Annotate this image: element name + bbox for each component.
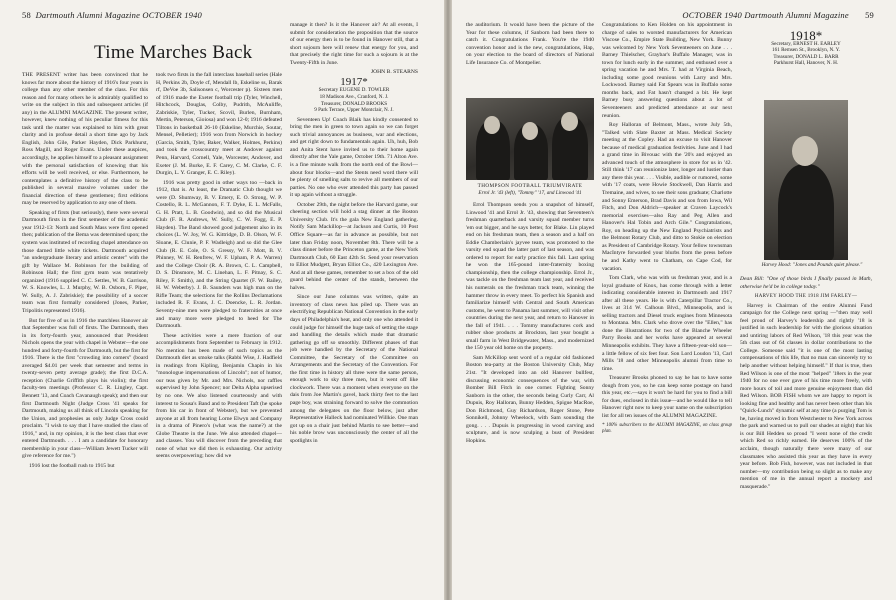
paragraph: Congratulations to Ken Holden on his appointment in charge of sales to worsted manufacturers for American Viscose Co., Empire State Building, New York. Bunny was welcomed by New York Seventeeners on June . . . Barney Thielscher, Graybar's Buffalo Manager, was in town for lunch early in the summer, and enthused over a spring vacation he and Mrs. T. had at Virginia Beach, including some good reunions with Larry and Mrs. Lockwood. Barney said Fat Spears was in Buffalo some months back, and Fat hasn't changed a bit. He kept Barney busy answering questions about a lot of Seventeeners and predicted attendance at our next reunion. (602, 22, 732, 119)
paragraph: took two firsts in the fall interclass baseball series (Hale H, Perkins 2b, Doyle cf, Mendall lb, Eskeline ss, Barak rf, DeVoe 3b, Salisonsen c, Worcester p). Sixteen men of 1916 made the Exeter football trip (Tyler, Winchell, Hitchcock, Douglas, Colby, Pudrith, McAuliffe, Zabriskie, Tyler, Tucker, Scovil, Burlen, Burnham, Mertin, Peterson, Gioiosa) and won 12-0; 1916 defeated Tiltons in basketball 26-10 (Eskeline, Murchie, Soutar, Mensel, Pelletier); 1916 won from Norwich in hockey (Garcia, Smith, Tyler, Baker, Walker, Holmes, Perkins) and took the crosscountry meet at Andover against Penn, Harvard, Cornell, Yale, Worcester, Andover, and Exeter (J. M. Burke, E. F. Carey, C. M. Clarke, C. F. Durgin, L. Y. Granger, E. C. Riley). (156, 72, 282, 177)
left-page (0, 0, 444, 600)
class-1917-heading: 1917* (340, 75, 368, 88)
right-column-2 (602, 22, 732, 594)
class-1917-officer: 9 Park Terrace, Upper Montclair, N. J. (314, 107, 394, 114)
paragraph: Seventeen Up! Coach Blaik has kindly consented to bring the men in green to town again so we can forget such trivial annoyances as business, war and elections, and get right down to fundamentals again. Uh, huh, Bob and Anita Stent have invited us to their home again directly after the Yale game, October 19th. 71 Alton Ave. is a fine minute walk from the north end of the Bowl—about four blocks—and the Stents need word there will be plenty of smelling salts to revive all members of our parties. No one who ever attended this party has passed it up again without a struggle. (290, 116, 418, 199)
paragraph: the auditorium. It would have been the picture of the Year for these columns, if Sanborn had been there to catch it. Congratulations Frank. You're the 1940 convention honor and is the new, congratulations, Hap, on your election to the board of directors of National Life Insurance Co. of Montpelier. (466, 22, 594, 66)
left-column-2 (156, 72, 282, 594)
right-running-title: OCTOBER 1940 Dartmouth Alumni Magazine (682, 10, 849, 20)
class-1918-officer: Parkhurst Hall, Hanover, N. H. (773, 60, 839, 67)
class-1917-officer: Treasurer, DONALD BROOKS (320, 100, 388, 107)
paragraph: October 29th, the night before the Harvard game, our cheering section will hold a stag dinner at the Boston University Club. It's the gala New England gathering. Notify Sam Mackillop—at Jackson and Curtis, 10 Post Office Square—as far in advance as possible, but not later than Friday noon, November 8th. There will be a class dinner before the Princeton game, at the New York Dartmouth Club, 60 East 42th St. Send your reservation to Elliot Mudgett, Bryan Elliot Co., 420 Lexington Ave. And at all these games, remember to set a box of the old guard behind the center of the stands, between the halves. (290, 201, 418, 291)
left-column-3 (290, 22, 418, 594)
right-page-number: 59 (865, 10, 874, 20)
paragraph: Since our June columns was written, quite an inventory of class news has piled up. There was an electrifying Republican National Convention in the early days of Philadelphia's heat, and only one who attended it could judge for himself the huge task of setting the stage and handling the details which made that dramatic gathering go off so smoothly. Different phases of that job were handled by the Secretary of the National Committee, the Secretary of the Committee on Arrangements and the Secretary of the Convention. For the first time in history all three were the same person, enough work to sky three men, but it went off like clockwork. There was a moment when everyone on the dais from Joe Martin's gavel, back thirty feet to the last page boy, was straining forward to solve the commotion among the delegates on the floor below, just after Representative Halleck had nominated Willkie. One man got up on a chair just behind Martin to see better—and his noble brow was unconsciously the center of all the spotlights in (290, 294, 418, 444)
person-head (484, 116, 500, 134)
class-1918-officer: 161 Remsen St., Brooklyn, N. Y. (771, 47, 840, 54)
paragraph: These activities were a mere fraction of our accomplishments from September to February in 1912. No mention has been made of such topics as the Dartmouth diet as smoke talks (Rabbi Wise, J. Hadfield in readings from Kipling, Benjamin Chapin in his "monologue impersonations of Lincoln"; not of humor, our teas given by Mr. and Mrs. Nichols, nor raffles supervised by John Spencer; nor Delta Alpha upserised by no one. We also listened courteously and with interest to Sousa's Band and to President Taft (he spoke from his car in front of Webster), but we prevented anyone at all from hearing Lorne Elwyn and Company in a drama of Pinero's (what was the name?) at the Globe Theatre in the June. We also attended chapel—and classes. You will discover from the preceding that none of what we did then is exhausting. Our activity seems overpowering; how did we (156, 332, 282, 460)
person-head (792, 136, 818, 166)
left-running-head (22, 10, 202, 20)
right-page (452, 0, 896, 600)
right-column-1-bottom (466, 202, 594, 594)
harvey-hood-photo (764, 100, 848, 260)
class-1918-heading: 1918* (789, 30, 823, 43)
photo-caption-names: Errol Jr. '43 (left), "Tommy" '17, and Linwood '41 (478, 189, 582, 196)
paragraph: But for five of us in 1916 the matchless Hanover air that September was full of firsts. The Dartmouth, then in its forty-fourth year, announced that President Nichols opens the year with chapel in Webster—the one hundred and forty-fourth for Dartmouth, but the first for 1916. There is the first "crowding into comers" (board averaged $4.01 per week that semester and terms in twenty-seven petty average grade); the first D.C.A. reception (Charlie Griffith plays his violin); the first faculty-ten meetings (Professor C. R. Lingley, Capt. Bennett '13, and Coach Cavanaugh speak); and then our first Dartmouth Night (Judge Cross '41 speaks for Dartmouth, making us all think of Lincoln speaking for the Union, and prophesies as only Judge Cross could proclaim. "I wish to say that I have studied the class of 1916," and, in my opinion, it is the best class that ever entered Dartmouth. . . . I am a candidate for honorary membership in your class—William Jewett Tucker will give reference for me.") (22, 317, 148, 460)
article-title: Time Marches Back (94, 42, 253, 63)
harvey-hood-caption: Harvey Hood: "Jones and Pounds quiet please." (761, 262, 863, 268)
class-1918-officer: Treasurer, DONALD L. BARR (773, 53, 839, 60)
left-column-1 (22, 72, 148, 594)
right-column-3-text (740, 276, 872, 594)
page-gutter (444, 0, 452, 600)
right-column-1-top (466, 22, 594, 96)
paragraph: Roy Halloran of Belmont, Mass., wrote July 5th, "Talked with Slate Baxter at Mass. Medical Society meeting at the Copley. Had an excuse to visit Hanover because of medical graduation festivities. June and I had a grand time in Bivouac with the '20's and enjoyed an advanced touch of the atmosphere in store for us in '42. Still think '17 can reunionize later, longer and lustier than any there this year. . . . Visible, audible or rumored, some with '17 coats, were Howie Stockwell, Dan Harris and Tremaine, and wives, to see their sons graduate; Charlotte and Sonny Emerson, Brad Davis and son from Iowa, Wil Fitch, and Don Aldrich—speaker at Craven Laycock's memorial exercises—also Ray and Peg Allen and Hanover's Hal Tobin and Arch Gile." Congratulations, Roy, on heading up the New England Psychiatrists and the Belmont Rotary Club, and ditto to Stokie on election as President of Cambridge Rotary. Your fellow townsman MacIntyre forwarded your blurbs from the press before he and Kathy went to Chatham, on Cape Cod, for vacation. (602, 122, 732, 272)
person-head (522, 122, 538, 140)
paragraph: Harvey is Chairman of the entire Alumni Fund campaign for the College next spring —"then may well feel proud of Harvey's leadership and rightly '18 is justified in such leadership for with the glorious situation and untiring labors of Red Wilson, '18 this year was the 5th class out of 64 classes in dollar contributions to the College. Someone said "it is one of the most lasting compensations of this life, that no man can sincerely try to help another without helping himself." If that is true, then Red Wilson is one of the most "helped" '18ers in the year 1940 for no one ever gave of his time more freely, with more hours of toil and more genuine enjoyment than did Red Wilson. BOB FISH whom we are happy to report is looking fine and healthy and has never been other than his "Quick-Lunch" dynamic self at any time (a purging Tom is he, having moved in from Westchester to New York across the park and warned us to pull our shades at night) that his is our Bill Hedden so proud "I went none of the credit which Red so richly earned. He deserves 100% of the acclaim, though naturally there were many of our classmates who assisted this year as they have in every year before. Bob Fish, however, was not included in that number—my contribution being so slight as to make any mention of me in the annual report a mockery and masquerade." (740, 302, 872, 490)
footnote: * 100% subscribers to the ALUMNI MAGAZINE, on class group plan. (602, 423, 732, 435)
paragraph: Sam McKillop sent word of a regular old fashioned Boston tea-party at the Boston University Club, May 21st. "It developed into an old Hanover bullfest, discussing economic consequences of the war, with Bomber Bill Fitch in one corner. Fighting Sonny Sanborn in the other, the seconds being Curly Carr, Al Dupuis, Roy Halloran, Bunny Hedden, Spigue MacRoe, Don Richmond, Guy Richardson, Roger Stone, Pete Sonnikell, Johnny Wheelock, with Sam sounding the gong. . . . Dupuis is progressing in wood carving and sculpture, and is now sculping a bust of President Hopkins. (466, 354, 594, 444)
class-1917-officer: 18 Madison Ave., Cranford, N. J. (319, 93, 389, 100)
paragraph: Tom Clark, who was with us freshman year, and is a loyal graduate of Knox, has come through with a letter indicating considerable interest in Dartmouth and 1917 after all these years. He is with Caterpillar Tractor Co., lives at 314 W. Calhoun Blvd., Minneapolis, and is selling tractors and Diesel truck engines from Minnesota to Montana. Mrs. Clark who drove over the "Ellen," has done the illustrations for two of the Blanche Wheeler Parry Books and her works have appeared at several Minneapolis exhibits. They have a fifteen-year-old son—a little fellow of six feet four. Son Lord Loudon '13, Carl Mills '18 and other Minneapolis alumni from time to time. (602, 275, 732, 372)
subhead: HARVEY HOOD THE 1918 JIM FARLEY— (754, 294, 858, 300)
left-page-number: 58 (22, 10, 31, 20)
photo-caption (466, 183, 594, 196)
paragraph: 1916 was pretty good in other ways too —back in 1912, that is. At least, the Dramatic Club thought we were (D. Shumway, B. V. Emery, E. O. Strong, W. P. Costello, R. L. McGannon, F. T. Dyke, E. L. McFalls, G. H. Pratt, L. B. Goodwin), and so did the Musical Club (F. R. Andrews, W. Sully, C. W. Fogg, E. P. Hayden). The Band showed good judgement also in its choices (L. W. Joy, W. G. Kittridge, D. B. Olson, W. F. Sloane, E. Clunie, P. F. Wadleigh) and so did the Glee Club (R. E. Cole, O. S. Gressy, W. F. Mott, B. V. Phinney, W. H. Renfrew, W. F. Upham, P. A. Warren) and the College Choir (R. A. Brown, C. L. Campbell, D. S. Dinsmore, M. C. Linehan, L. F. Pitnay, S. C. Riley, F. Smith), and the String Quartet (F. W. Bailey, H. W. Weberby). J. B. Saunders was high man on the Rifle Team; the selections for the Rollins Declamations included R. F. Evans, J. C. Doencke, L. R. Jordan. Seventy-nine men were pledged to fraternities at once and many more were pledged to heed for The Dartmouth. (156, 179, 282, 330)
paragraph: Dean Bill: "One of those birds I finally passed in Math, otherwise he'd be in college today." (740, 276, 872, 290)
photo-caption-title: THOMPSON FOOTBALL TRIUMVIRATE (477, 183, 583, 189)
person-head (561, 112, 578, 131)
paragraph: Speaking of firsts (but seriously), there were several Dartmouth firsts in the first semester of the academic year 1912-13: North and South Mass were first opened then; publication of the Bema was determined upon; the system was instituted of recording chapel attendance on those darned little white tickets. Dartmouth acquired "an undergraduate literary and artistic center" with the gift by Wallace M. Robinson for the building of Robinson Hall; the first gym team was tentatively organized (1916 supplied C. C. Settles, W. B. Garrison, W. S. Knowles, L. J. Murphy, W. B. Osborn, F. Piper, W. Sully, A. J. Zabriskie); the possibility of a soccer team was first formally considered (Jones, Parker, Tripolitis represented 1916). (22, 209, 148, 314)
paragraph: THE PRESENT writer has been convinced that he knows far more about the history of 1916's four years in college than any other member of the class. For this reason and for many others he is admirably qualified to write on the subject in this and subsequent articles (if any) in the ALUMNI MAGAZINE. The present writer, however, knew nothing of his peculiar fitness for this task until the matter was explained to him with great clarity and in profuse detail a short time ago by Jack English, John Gile, Parker Hayden, Dick Parkhurst, Ross Magill, and Roger Evans. Under these auspices, accordingly, he applies himself to a pleasant assignment with the personal satisfaction of knowing that his efforts will be well received, or else. Furthermore, he contemplates a definitive history of the class to be published in several massive volumes under the financial direction of these gentlemen; first editions may be reserved by application to any one of them. (22, 72, 148, 207)
left-running-title: Dartmouth Alumni Magazine OCTOBER 1940 (35, 10, 202, 20)
class-1917-officer: Secretary EUGENE D. TOWLER (318, 87, 390, 94)
paragraph: Errol Thompson sends you a snapshot of himself, Linwood '41 and Errol Jr. '43, showing that Seventeen's freshman quarterback and varsity squad member turns 'em out bigger, and he says better, for Blake. Lin played end on his freshman team, then a season and a half on Eddie Chamberlain's jayvee team, was promoted to the varsity end squad the latter part of last season, and was ordered to report for early practice this fall. Last spring he won the 165-pound inter-fraternity boxing championship, then the college championship. Errol Jr., was tackle on the freshman team last year, and received his numerals on the freshman track team, winning the hammer throw in every meet. To perfect his Spanish and familiarize himself with Central and South American customs, he went to Panama last summer, will visit other countries during the next year, and return to Hanover in the fall of 1941. . . . Tommy manufactures cork and rubber shoe products at Brockton, last year bought a small farm in West Bridgewater, Mass., and modernized the 150 year old home on the property. (466, 202, 594, 352)
paragraph: manage it then? Is it the Hanover air? At all events, I submit for consideration the proposition that the source of our energy then is to be found in Hanover still, that a short sojourn here will renew that energy for you, and that precisely the right time for such a sojourn is at the Twenty-Fifth in June. (290, 22, 418, 66)
class-1918-officer: Secretary, ERNEST H. EARLEY (771, 40, 841, 47)
paragraph: 1916 lost the football rush to 1915 but (29, 462, 115, 469)
person-figure (778, 164, 834, 260)
right-running-head (682, 10, 874, 20)
paragraph: Treasurer Brooks phoned to say he has to have some dough from you, so he can keep some postage on hand this year, etc.—says it won't be hard for you to find a bill for dues, enclosed in this issue—and he would like to tell Hanover right now to keep your name on the subscription list for all ten issues of the ALUMNI MAGAZINE. (602, 375, 732, 419)
author-signature: JOHN B. STEARNS (370, 69, 418, 76)
football-triumvirate-photo (466, 98, 594, 180)
